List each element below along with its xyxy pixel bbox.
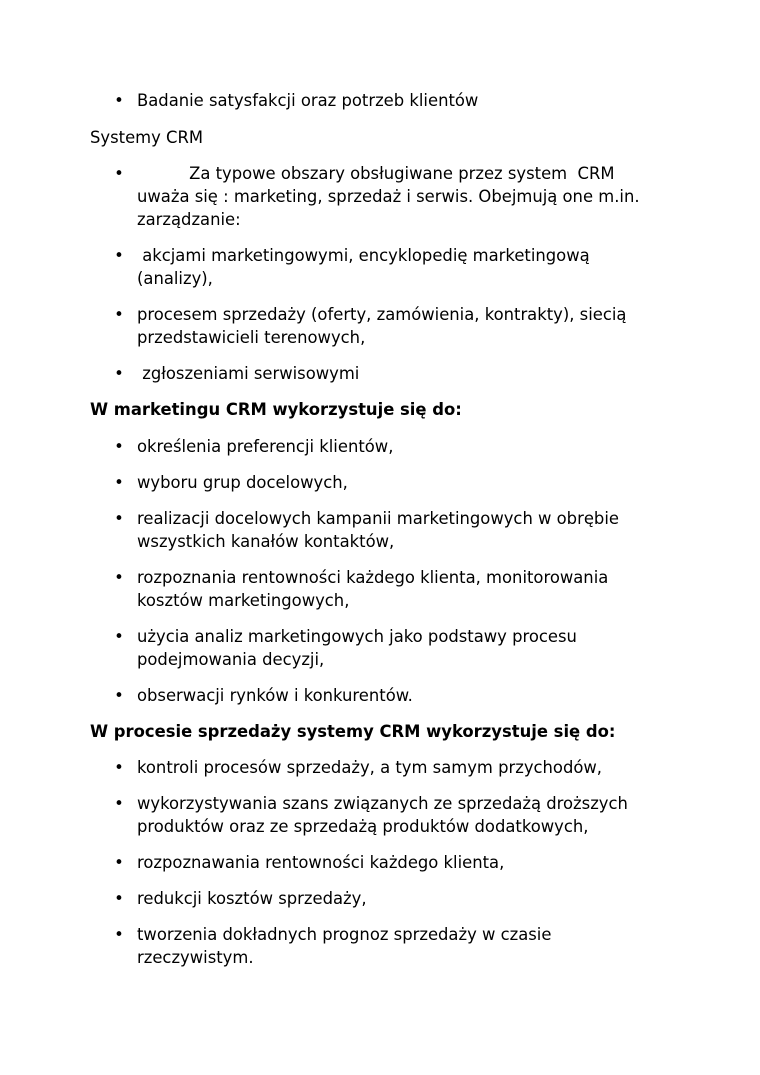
bullet-icon: • <box>114 853 124 872</box>
list-item-text: Badanie satysfakcji oraz potrzeb klientów <box>137 91 479 110</box>
list-item-text: Za typowe obszary obsługiwane przez system CRM <box>137 164 615 183</box>
list-item <box>114 566 609 612</box>
bullet-icon: • <box>114 364 124 383</box>
list-item <box>114 471 348 494</box>
bullet-icon: • <box>114 686 124 705</box>
list-item <box>114 89 479 112</box>
list-item <box>114 923 552 969</box>
bullet-icon: • <box>114 91 124 110</box>
list-item-text: zarządzanie: <box>137 210 241 229</box>
list-item-text: kosztów marketingowych, <box>137 591 350 610</box>
bullet-icon: • <box>114 794 124 813</box>
bullet-icon: • <box>114 164 124 183</box>
bullet-icon: • <box>114 627 124 646</box>
list-item <box>114 792 628 838</box>
list-item-text: określenia preferencji klientów, <box>137 437 394 456</box>
bullet-icon: • <box>114 473 124 492</box>
section-heading: W procesie sprzedaży systemy CRM wykorzystuje się do: <box>90 722 616 741</box>
section-heading: W marketingu CRM wykorzystuje się do: <box>90 400 462 419</box>
list-item-text: użycia analiz marketingowych jako podstawy procesu <box>137 627 577 646</box>
list-item-text: produktów oraz ze sprzedażą produktów dodatkowych, <box>137 817 589 836</box>
list-item-text: procesem sprzedaży (oferty, zamówienia, kontrakty), siecią <box>137 305 627 324</box>
list-item-text: kontroli procesów sprzedaży, a tym samym przychodów, <box>137 758 603 777</box>
list-item-text: redukcji kosztów sprzedaży, <box>137 889 367 908</box>
bullet-icon: • <box>114 568 124 587</box>
bullet-icon: • <box>114 925 124 944</box>
bullet-icon: • <box>114 437 124 456</box>
bullet-icon: • <box>114 889 124 908</box>
list-item-text: (analizy), <box>137 269 213 288</box>
list-item <box>114 162 640 231</box>
bullet-icon: • <box>114 758 124 777</box>
bullet-icon: • <box>114 305 124 324</box>
list-item <box>114 244 590 290</box>
section-label: Systemy CRM <box>90 128 204 147</box>
list-item-text: wszystkich kanałów kontaktów, <box>137 532 395 551</box>
list-item-text: uważa się : marketing, sprzedaż i serwis. Obejmują one m.in. <box>137 187 640 206</box>
list-item-text: wykorzystywania szans związanych ze sprzedażą droższych <box>137 794 628 813</box>
list-item <box>114 756 603 779</box>
list-item <box>114 684 413 707</box>
list-item <box>114 362 360 385</box>
list-item-text: podejmowania decyzji, <box>137 650 325 669</box>
list-item-text: tworzenia dokładnych prognoz sprzedaży w czasie <box>137 925 552 944</box>
list-item <box>114 625 577 671</box>
list-item-text: rzeczywistym. <box>137 948 254 967</box>
list-item-text: akcjami marketingowymi, encyklopedię marketingową <box>137 246 590 265</box>
bullet-icon: • <box>114 246 124 265</box>
list-item-text: rozpoznania rentowności każdego klienta, monitorowania <box>137 568 609 587</box>
bullet-icon: • <box>114 509 124 528</box>
list-item <box>114 303 627 349</box>
list-item <box>114 435 394 458</box>
list-item-text: obserwacji rynków i konkurentów. <box>137 686 413 705</box>
list-item-text: wyboru grup docelowych, <box>137 473 348 492</box>
list-item <box>114 851 505 874</box>
list-item <box>114 507 619 553</box>
list-item-text: zgłoszeniami serwisowymi <box>137 364 360 383</box>
list-item-text: realizacji docelowych kampanii marketingowych w obrębie <box>137 509 619 528</box>
list-item-text: rozpoznawania rentowności każdego klienta, <box>137 853 505 872</box>
list-item <box>114 887 367 910</box>
list-item-text: przedstawicieli terenowych, <box>137 328 366 347</box>
